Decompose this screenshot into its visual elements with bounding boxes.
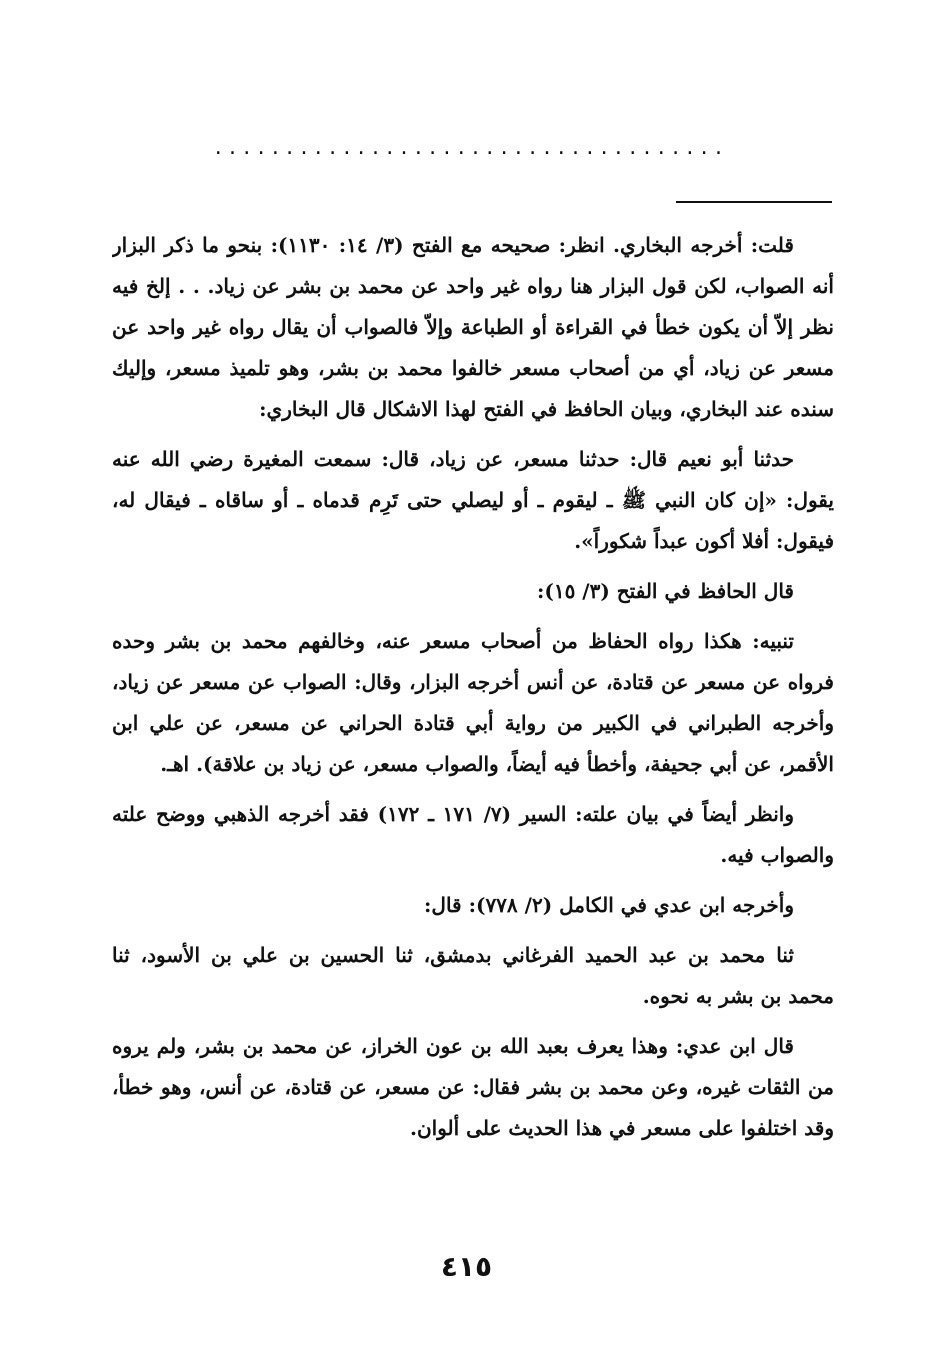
paragraph-6: وأخرجه ابن عدي في الكامل (٢/ ٧٧٨): قال: — [424, 893, 794, 917]
paragraph-8: قال ابن عدي: وهذا يعرف بعبد الله بن عون الخراز، عن محمد بن بشر، ولم يروه من الثقات غيره، وعن محمد بن بشر فقال: عن مسعر، عن قتادة، عن أنس، وهو خطأ، وقد اختلفوا على مسعر في هذا الحديث على ألوان. — [112, 1034, 834, 1140]
paragraph-7: ثنا محمد بن عبد الحميد الفرغاني بدمشق، ثنا الحسين بن علي بن الأسود، ثنا محمد بن بشر به نحوه. — [112, 943, 834, 1008]
paragraph-2: حدثنا أبو نعيم قال: حدثنا مسعر، عن زياد، قال: سمعت المغيرة رضي الله عنه يقول: «إن كان النبي ﷺ ـ ليقوم ـ أو ليصلي حتى تَرِم قدماه ـ أو ساقاه ـ فيقال له، فيقول: أفلا أكون عبداً شكوراً». — [112, 447, 834, 553]
dotted-separator: .................................... — [214, 136, 730, 160]
page-number: ٤١٥ — [440, 1250, 493, 1283]
paragraph-5: وانظر أيضاً في بيان علته: السير (٧/ ١٧١ ـ ١٧٢) فقد أخرجه الذهبي ووضح علته والصواب فيه. — [112, 802, 834, 867]
paragraph-3: قال الحافظ في الفتح (٣/ ١٥): — [536, 579, 794, 603]
paragraph-4: تنبيه: هكذا رواه الحفاظ من أصحاب مسعر عنه، وخالفهم محمد بن بشر وحده فرواه عن مسعر عن قتادة، عن أنس أخرجه البزار، وقال: الصواب عن مسعر عن زياد، وأخرجه الطبراني في الكبير من رواية أبي قتادة الحراني عن مسعر، عن علي ابن الأقمر، عن أبي جحيفة، وأخطأ فيه أيضاً، والصواب مسعر، عن زياد بن علاقة). اهـ. — [112, 629, 834, 776]
paragraph-1: قلت: أخرجه البخاري. انظر: صحيحه مع الفتح (٣/ ١٤: ١١٣٠): بنحو ما ذكر البزار أنه الصواب، لكن قول البزار هنا رواه غير واحد عن محمد بن بشر عن زياد. . . إلخ فيه نظر إلاّ أن يكون خطأ في القراءة أو الطباعة وإلاّ فالصواب أن يقال رواه غير واحد عن مسعر عن زياد، أي من أصحاب مسعر خالفوا محمد بن بشر، وهو تلميذ مسعر، وإليك سنده عند البخاري، وبيان الحافظ في الفتح لهذا الاشكال قال البخاري: — [112, 233, 834, 421]
footnote-rule — [676, 201, 832, 203]
footnote-text — [112, 225, 834, 1235]
